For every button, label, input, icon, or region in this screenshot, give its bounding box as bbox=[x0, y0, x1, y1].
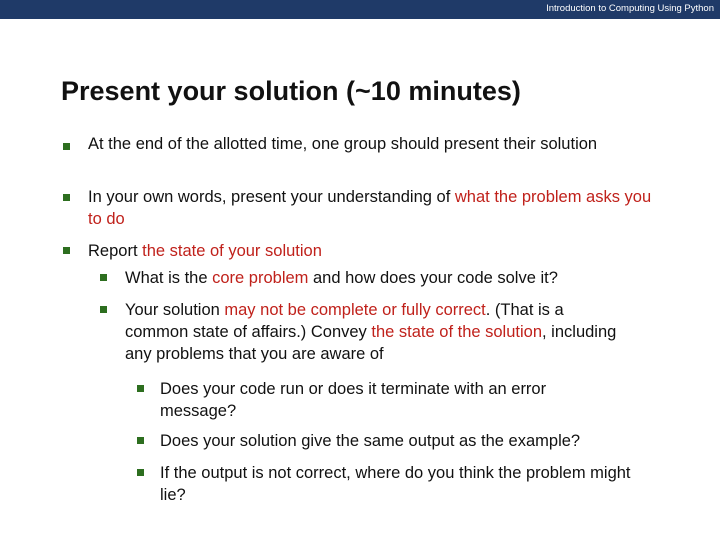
bullet-highlight: what the problem asks you to do bbox=[88, 188, 652, 228]
bullet-highlight: core problem bbox=[212, 269, 309, 287]
sub-bullet-item bbox=[125, 267, 685, 289]
bullet-marker-icon bbox=[63, 247, 70, 254]
sub-sub-bullet-item bbox=[160, 430, 680, 452]
bullet-item bbox=[88, 133, 648, 155]
sub-sub-bullet-marker-icon bbox=[137, 469, 144, 476]
bullet-marker-icon bbox=[63, 143, 70, 150]
bullet-highlight: may not be complete or fully correct bbox=[224, 301, 486, 319]
bullet-item bbox=[88, 186, 658, 230]
bullet-item bbox=[88, 240, 658, 262]
bullet-highlight: the state of the solution bbox=[371, 323, 543, 341]
sub-sub-bullet-item bbox=[160, 378, 610, 422]
bullet-text: In your own words, present your understanding of bbox=[88, 188, 455, 206]
bullet-text: At the end of the allotted time, one group should present their solution bbox=[88, 135, 598, 153]
bullet-text: Does your solution give the same output as the example? bbox=[160, 432, 581, 450]
sub-bullet-marker-icon bbox=[100, 306, 107, 313]
sub-bullet-marker-icon bbox=[100, 274, 107, 281]
bullet-text: Report bbox=[88, 242, 143, 260]
bullet-text: What is the bbox=[125, 269, 213, 287]
sub-sub-bullet-marker-icon bbox=[137, 437, 144, 444]
slide-title: Present your solution (~10 minutes) bbox=[61, 76, 521, 106]
course-title: Introduction to Computing Using Python bbox=[546, 3, 714, 14]
sub-sub-bullet-marker-icon bbox=[137, 385, 144, 392]
bullet-text: Does your code run or does it terminate with an error message? bbox=[160, 380, 547, 420]
bullet-text: , including any problems that you are aware of bbox=[125, 323, 617, 363]
bullet-marker-icon bbox=[63, 194, 70, 201]
sub-sub-bullet-item bbox=[160, 462, 660, 506]
bullet-text: and how does your code solve it? bbox=[308, 269, 558, 287]
bullet-highlight: the state of your solution bbox=[142, 242, 322, 260]
bullet-text: If the output is not correct, where do you think the problem might lie? bbox=[160, 464, 631, 504]
bullet-text: Your solution bbox=[125, 301, 225, 319]
sub-bullet-item bbox=[125, 299, 625, 365]
header-bar bbox=[0, 0, 720, 19]
bullet-text: . (That is a common state of affairs.) Convey bbox=[125, 301, 564, 341]
